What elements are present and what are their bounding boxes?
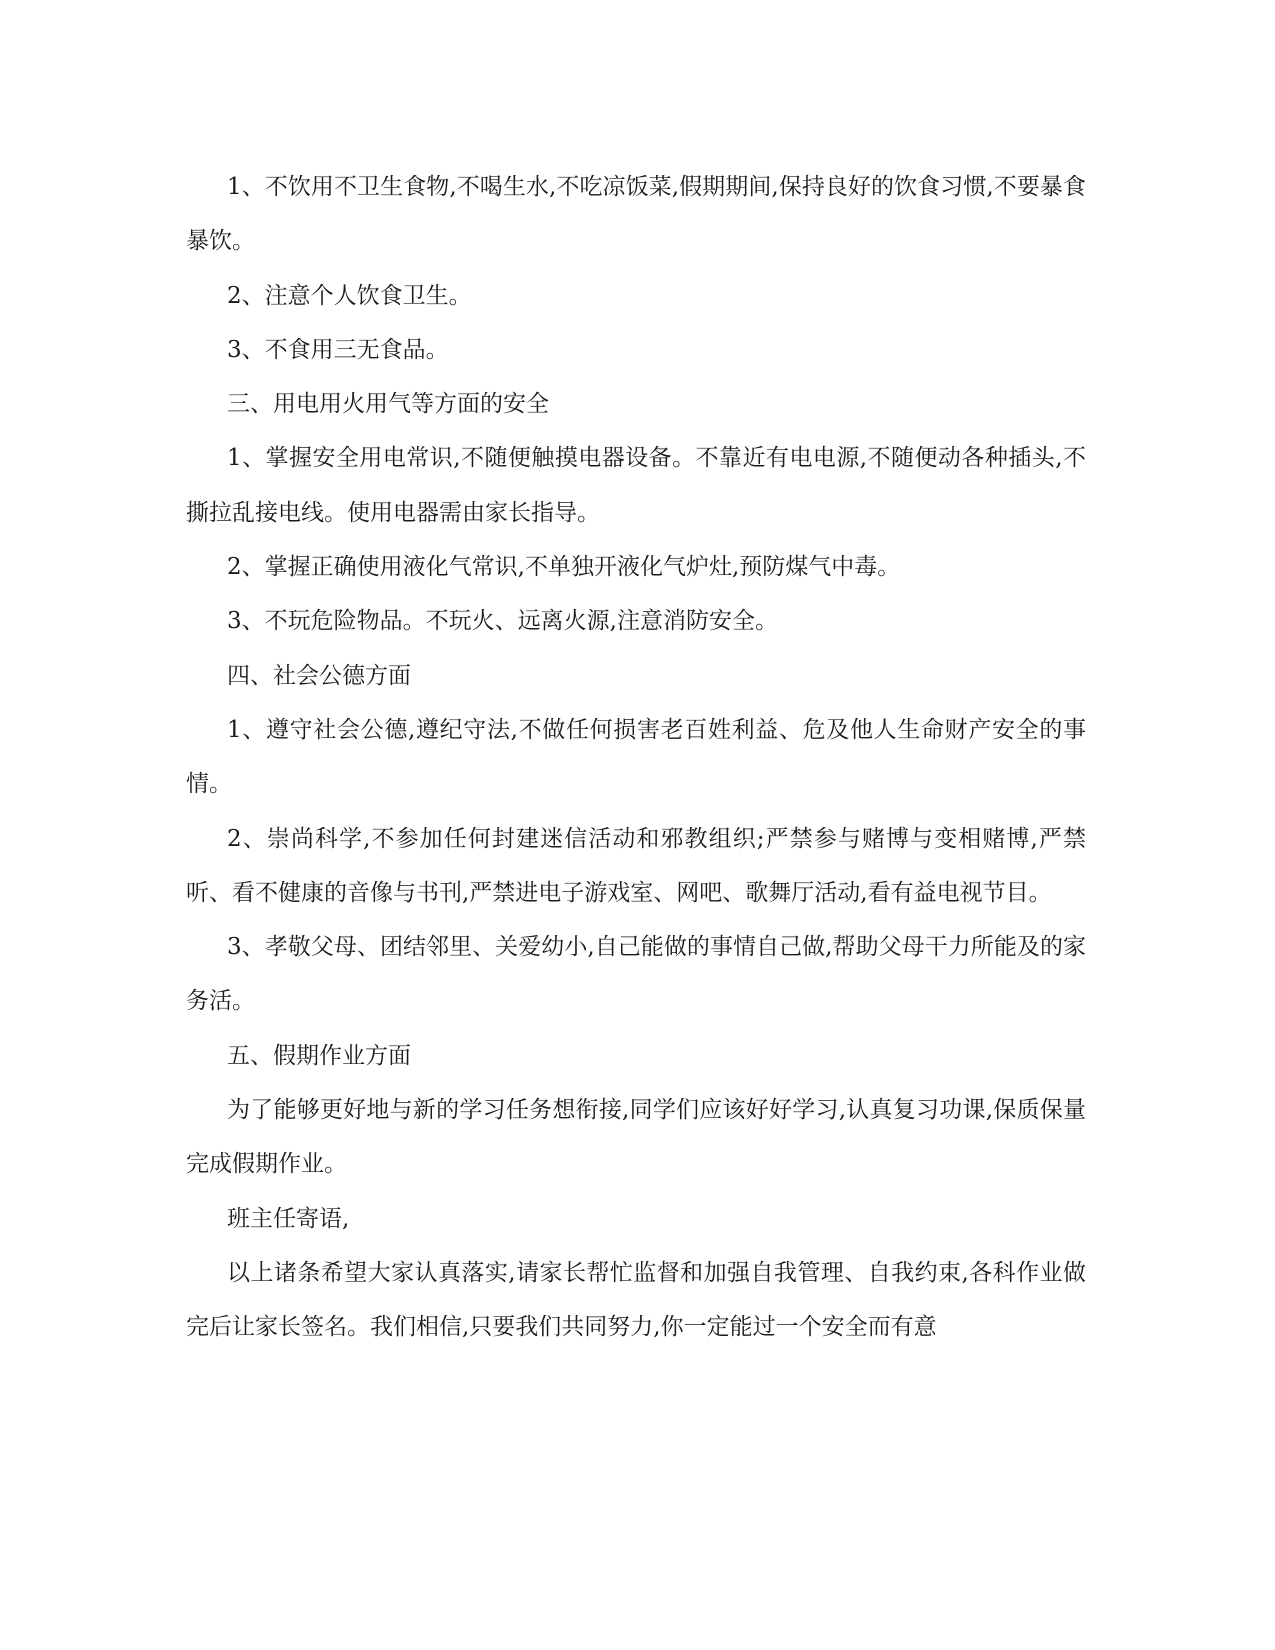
ethics-item-2: 2、崇尚科学,不参加任何封建迷信活动和邪教组织;严禁参与赌博与变相赌博,严禁听、看不健康的音像与书刊,严禁进电子游戏室、网吧、歌舞厅活动,看有益电视节目。 <box>186 825 1086 906</box>
electric-item-3: 3、不玩危险物品。不玩火、远离火源,注意消防安全。 <box>227 608 778 635</box>
document-page <box>186 160 1086 1355</box>
homework-paragraph: 为了能够更好地与新的学习任务想衔接,同学们应该好好学习,认真复习功课,保质保量完成假期作业。 <box>186 1097 1086 1178</box>
diet-item-2: 2、注意个人饮食卫生。 <box>227 282 472 309</box>
electric-item-1: 1、掌握安全用电常识,不随便触摸电器设备。不靠近有电电源,不随便动各种插头,不撕拉乱接电线。使用电器需由家长指导。 <box>186 445 1086 526</box>
ethics-item-3: 3、孝敬父母、团结邻里、关爱幼小,自己能做的事情自己做,帮助父母干力所能及的家务活。 <box>186 934 1086 1015</box>
teacher-message-paragraph: 以上诸条希望大家认真落实,请家长帮忙监督和加强自我管理、自我约束,各科作业做完后让家长签名。我们相信,只要我们共同努力,你一定能过一个安全而有意 <box>186 1259 1086 1341</box>
section-heading-4: 四、社会公德方面 <box>227 662 411 689</box>
ethics-item-1: 1、遵守社会公德,遵纪守法,不做任何损害老百姓利益、危及他人生命财产安全的事情。 <box>186 716 1086 798</box>
section-heading-3: 三、用电用火用气等方面的安全 <box>227 391 549 418</box>
diet-item-1: 1、不饮用不卫生食物,不喝生水,不吃凉饭菜,假期期间,保持良好的饮食习惯,不要暴食暴饮。 <box>186 174 1086 255</box>
diet-item-3: 3、不食用三无食品。 <box>227 336 449 363</box>
section-heading-5: 五、假期作业方面 <box>227 1042 411 1069</box>
teacher-message-heading: 班主任寄语, <box>227 1205 350 1232</box>
electric-item-2: 2、掌握正确使用液化气常识,不单独开液化气炉灶,预防煤气中毒。 <box>227 554 901 581</box>
